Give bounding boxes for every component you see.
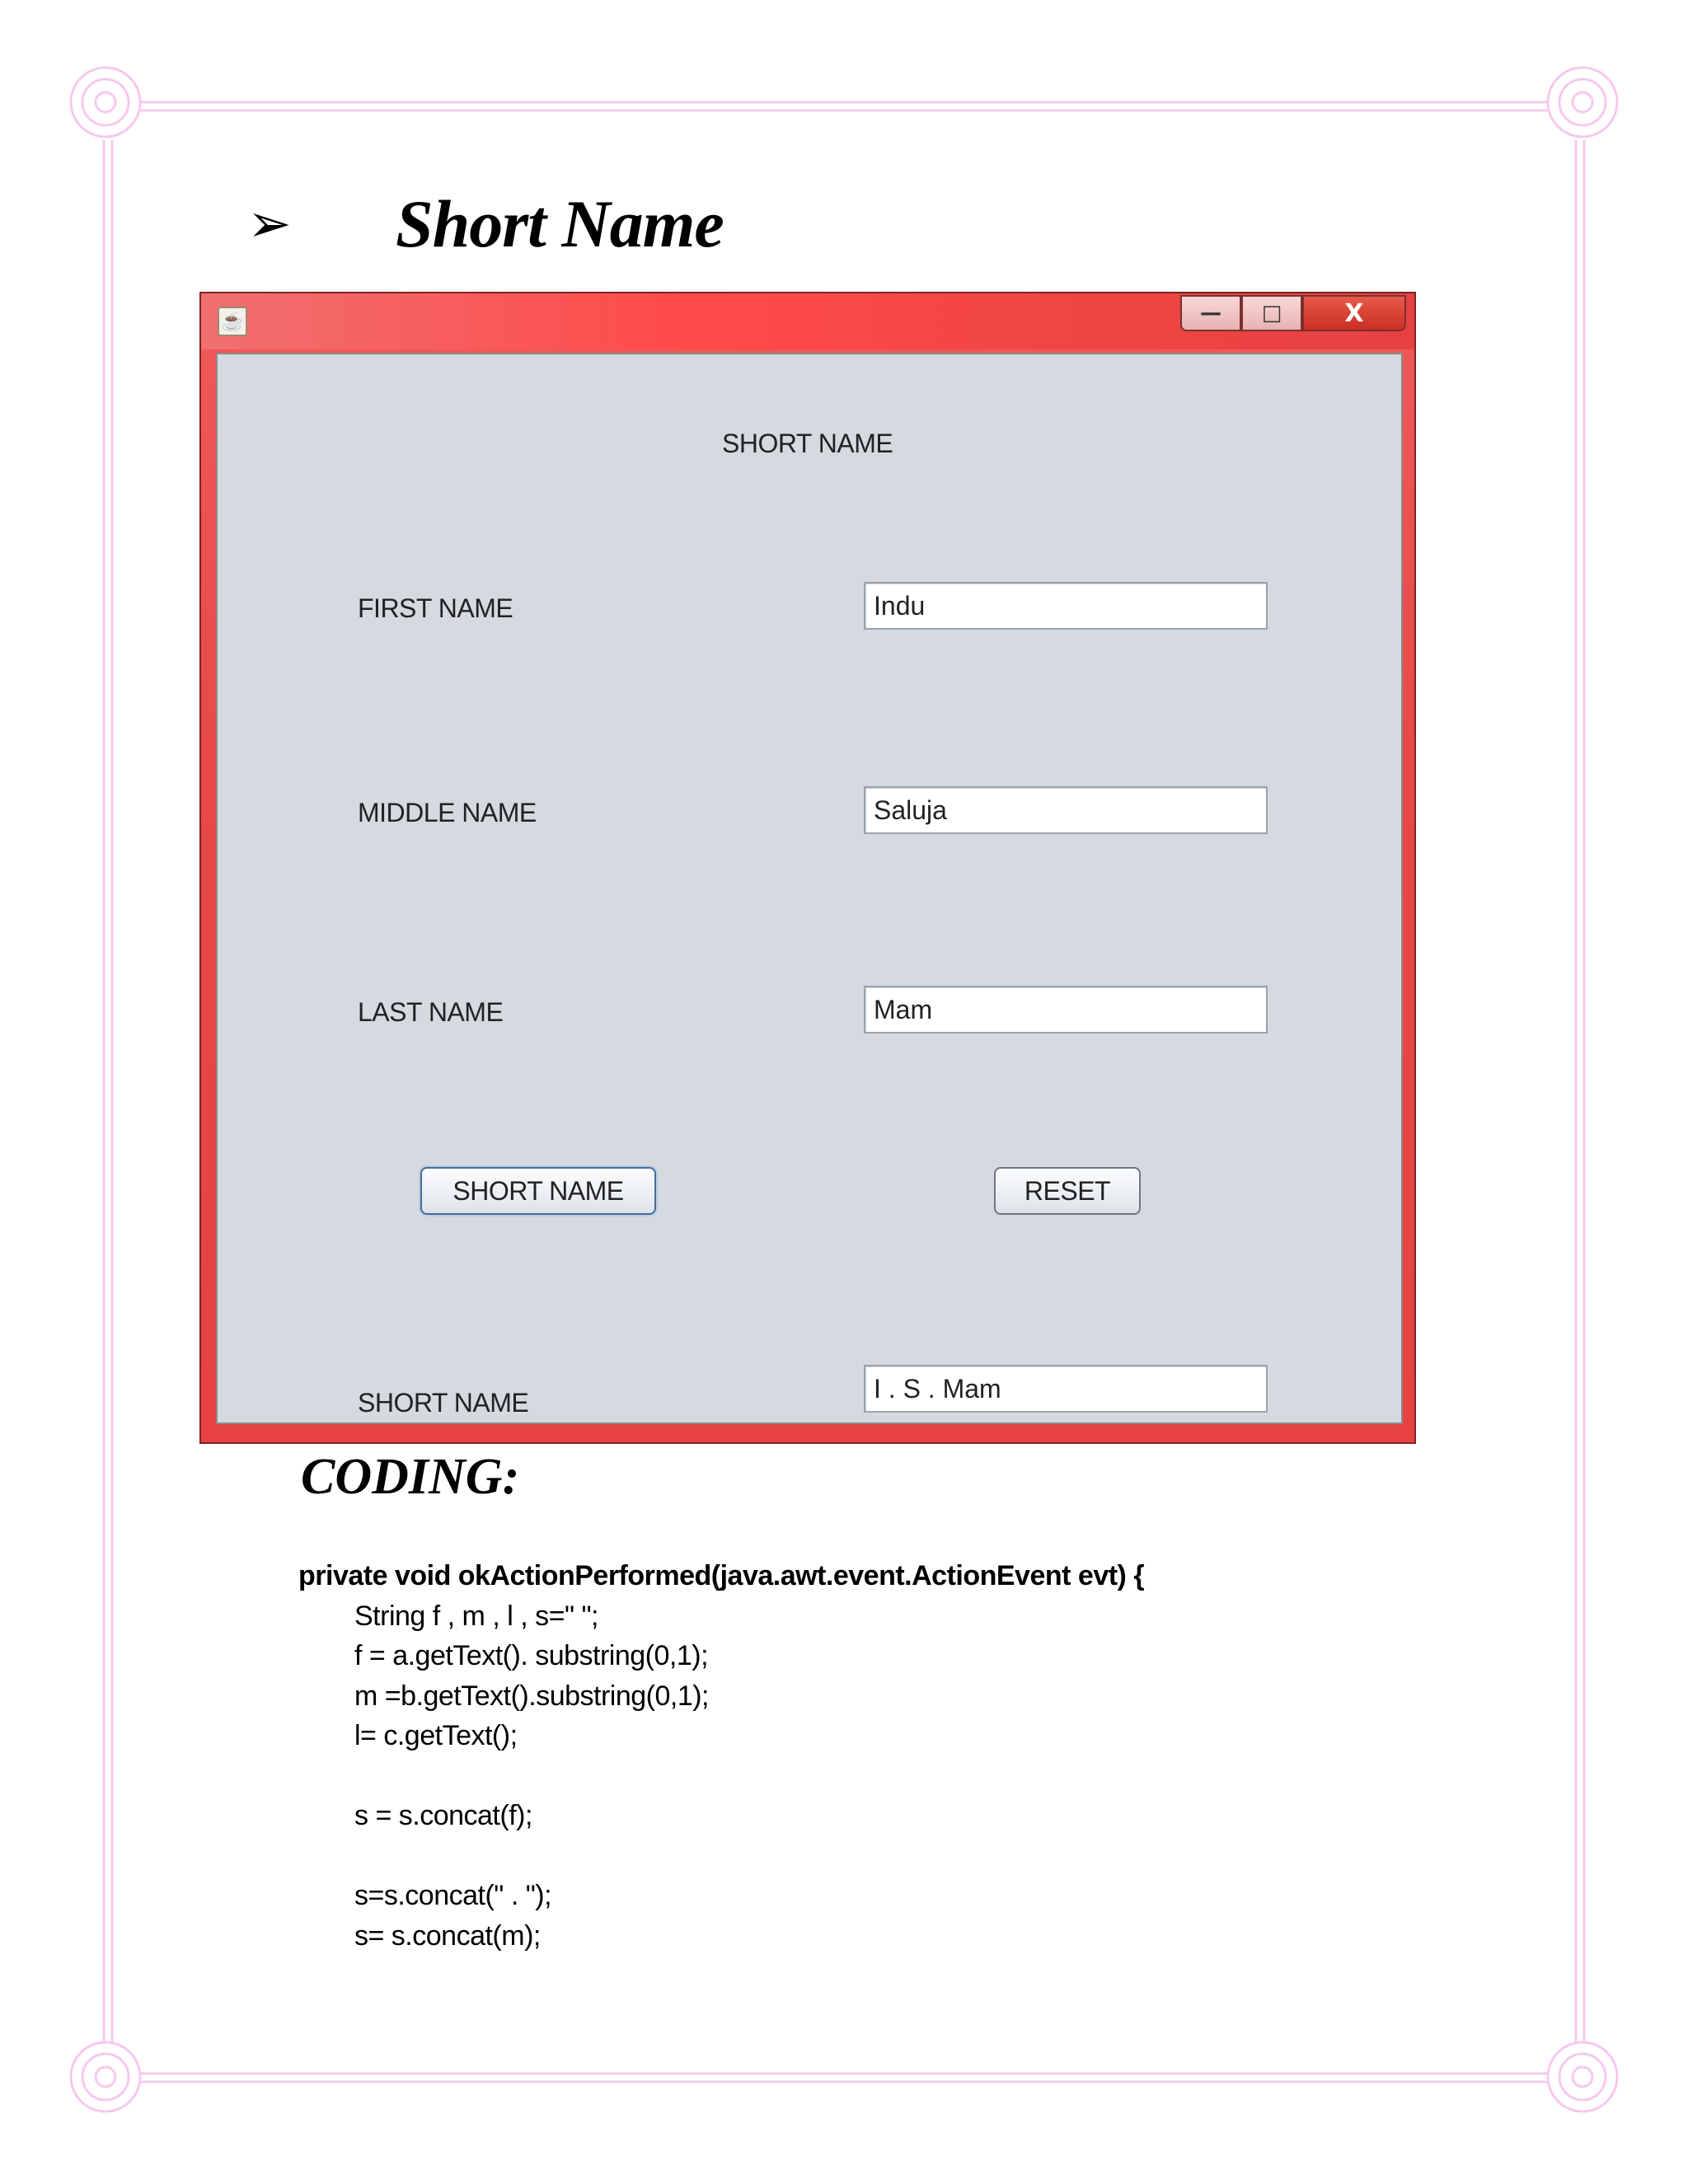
last-name-label: LAST NAME [358,997,504,1027]
code-line: s = s.concat(f); [354,1800,532,1831]
code-line [298,1756,1144,1797]
minimize-button[interactable]: — [1180,295,1241,331]
code-line: String f , m , l , s=" "; [354,1600,598,1632]
short-name-result-field[interactable] [864,1365,1268,1413]
code-line [298,1836,1144,1877]
maximize-button[interactable]: □ [1241,295,1302,331]
first-name-label: FIRST NAME [358,593,513,623]
middle-name-label: MIDDLE NAME [358,798,537,827]
code-line: s= s.concat(m); [354,1919,541,1952]
code-line: m =b.getText().substring(0,1); [354,1680,710,1712]
form-header: SHORT NAME [722,429,893,458]
code-line: private void okActionPerformed(java.awt.event.ActionEvent evt) { [298,1560,1145,1591]
app-window [199,292,1416,1444]
section-heading [247,185,724,263]
coding-title: CODING: [301,1449,520,1505]
code-line: l= c.getText(); [354,1720,518,1751]
close-button[interactable]: X [1302,295,1406,331]
section-title: Short Name [396,186,724,261]
middle-name-field[interactable] [864,786,1268,834]
code-line: f = a.getText(). substring(0,1); [354,1640,709,1671]
reset-button[interactable]: RESET [994,1167,1141,1215]
window-controls [1180,295,1406,331]
last-name-field[interactable] [864,986,1268,1033]
code-block [298,1556,1144,1956]
java-cup-icon[interactable]: ☕ [218,307,247,336]
short-name-button[interactable]: SHORT NAME [420,1167,656,1215]
first-name-field[interactable] [864,582,1268,630]
code-line: s=s.concat(" . "); [354,1880,552,1911]
form-panel [216,353,1403,1424]
title-bar[interactable] [201,293,1414,349]
short-name-result-label: SHORT NAME [358,1388,529,1418]
arrow-bullet-icon: ➢ [247,194,292,255]
